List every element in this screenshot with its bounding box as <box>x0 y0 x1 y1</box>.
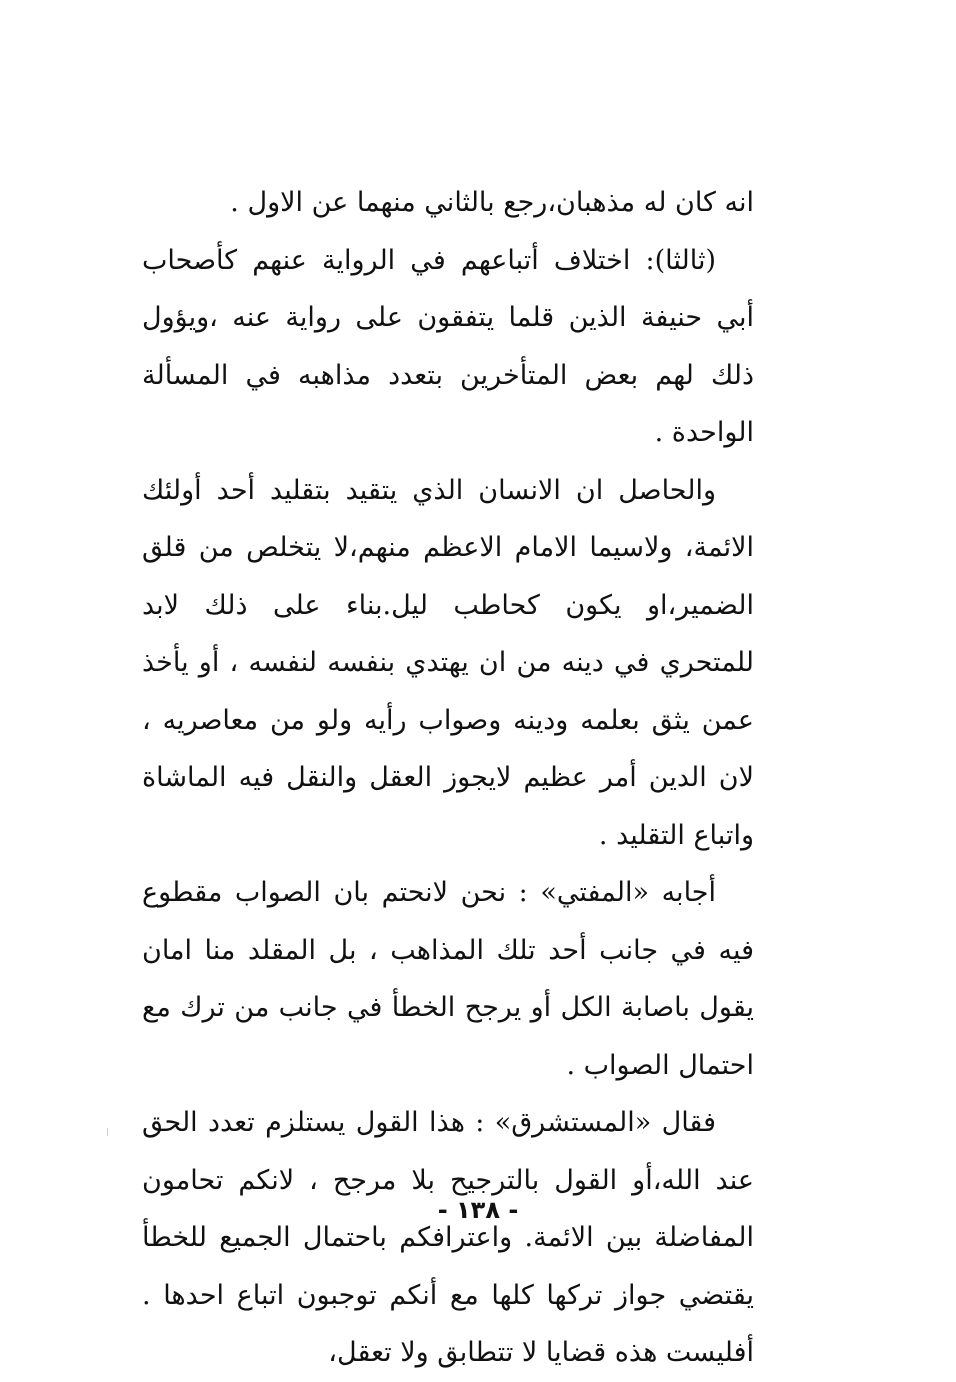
paragraph-continuation: انه كان له مذهبان،رجع بالثاني منهما عن الاول . <box>230 187 754 218</box>
paragraph-third-reason: (ثالثا): اختلاف أتباعهم في الرواية عنهم كأصحاب أبي حنيفة الذين قلما يتفقون على رواية عنه ،ويؤول ذلك لهم بعض المتأخرين بتعدد مذاهبه في المسألة الواحدة . <box>142 244 754 448</box>
paragraph-conclusion: والحاصل ان الانسان الذي يتقيد بتقليد أحد أولئك الائمة، ولاسيما الامام الاعظم منهم،لا يتخلص من قلق الضمير،او يكون كحاطب ليل.بناء على ذلك لابد للمتحري في دينه من ان يهتدي بنفسه لنفسه ، أو يأخذ عمن يثق بعلمه ودينه وصواب رأيه ولو من معاصريه ، لان الدين أمر عظيم لايجوز العقل والنقل فيه الماشاة واتباع التقليد . <box>142 474 754 851</box>
page-number: - ١٣٨ - <box>437 1196 519 1224</box>
paragraph-orientalist-reply: فقال «المستشرق» : هذا القول يستلزم تعدد الحق عند الله،أو القول بالترجيح بلا مرجح ، لانكم تحامون المفاضلة بين الائمة. واعترافكم باحتمال الجميع للخطأ يقتضي جواز تركها كلها مع أنكم توجبون اتباع احدها . أفليست هذه قضايا لا تتطابق ولا تعقل، <box>142 1107 754 1368</box>
paragraph-mufti-answer: أجابه «المفتي» : نحن لانحتم بان الصواب مقطوع فيه في جانب أحد تلك المذاهب ، بل المقلد منا امان يقول باصابة الكل أو يرجح الخطأ في جانب من ترك مع احتمال الصواب . <box>142 877 754 1081</box>
margin-mark <box>107 1128 108 1136</box>
